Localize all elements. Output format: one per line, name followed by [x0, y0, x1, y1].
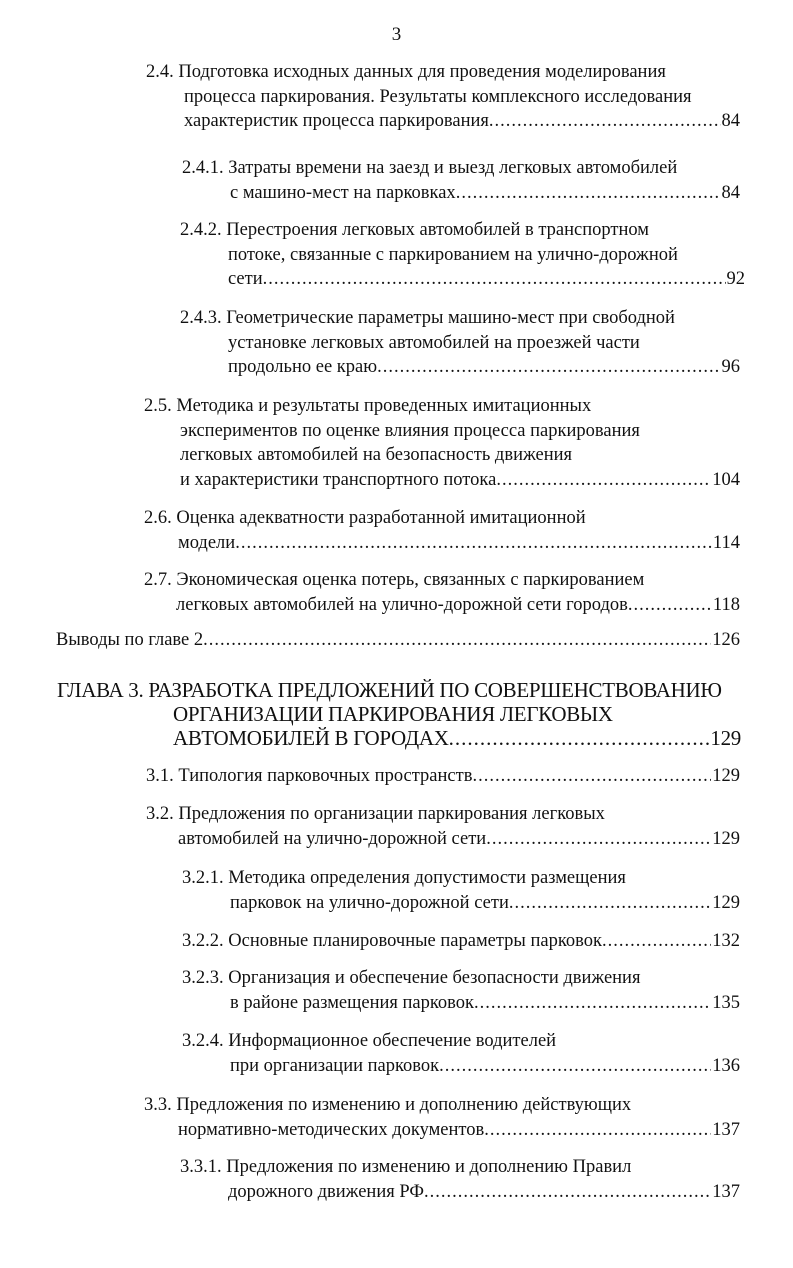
toc-entry-3-2[interactable]: [146, 802, 740, 851]
toc-entry-text: 3.3. Предложения по изменению и дополнению действующих: [144, 1095, 632, 1115]
toc-entry-line: [144, 468, 740, 493]
toc-entry-text: продольно ее краю: [228, 357, 378, 377]
toc-entry-2-6[interactable]: [144, 506, 740, 555]
toc-entry-line: [144, 443, 740, 468]
toc-entry-line: [146, 85, 740, 110]
toc-entry-line: [182, 156, 740, 181]
toc-entry-text: характеристик процесса паркирования: [184, 111, 489, 131]
toc-entry-text: 3.2.3. Организация и обеспечение безопасности движения: [182, 968, 641, 988]
dot-leader: [263, 267, 726, 292]
toc-page-number: 129: [712, 828, 740, 849]
toc-page-number: 137: [712, 1119, 740, 1140]
toc-entry-2-5[interactable]: [144, 394, 740, 492]
toc-entry-3-2-4[interactable]: [182, 1029, 740, 1078]
toc-entry-line: [144, 531, 740, 556]
toc-page-number: 114: [712, 532, 740, 553]
toc-page-number: 129: [712, 766, 740, 786]
toc-entry-text: 2.5. Методика и результаты проведенных имитационных: [144, 396, 592, 416]
toc-entry-text: нормативно-методических документов: [178, 1119, 485, 1140]
toc-entry-text: потоке, связанные с паркированием на улично-дорожной: [228, 244, 678, 265]
dot-leader: [424, 1180, 711, 1205]
toc-entry-2-4-3[interactable]: [180, 306, 740, 380]
toc-page-number: 136: [712, 1055, 740, 1076]
toc-entry-3-2-2[interactable]: [182, 929, 740, 954]
toc-entry-line: [144, 419, 740, 444]
dot-leader: [456, 181, 721, 206]
toc-entry-text: 2.6. Оценка адекватности разработанной имитационной: [144, 508, 586, 528]
dot-leader: [472, 764, 711, 789]
toc-entry-text: автомобилей на улично-дорожной сети: [178, 828, 487, 849]
toc-entry-text: Выводы по главе 2: [56, 630, 204, 650]
toc-entry-line: [180, 1155, 740, 1180]
toc-entry-chapter-3[interactable]: [57, 678, 741, 750]
toc-entry-text: 3.2.2. Основные планировочные параметры парковок: [182, 931, 602, 951]
toc-entry-line: [144, 1093, 740, 1118]
toc-entry-text: при организации парковок: [230, 1055, 440, 1076]
toc-entry-text: в районе размещения парковок: [230, 992, 475, 1013]
toc-entry-text: 3.3.1. Предложения по изменению и дополнению Правил: [180, 1157, 632, 1177]
toc-entry-text: экспериментов по оценке влияния процесса паркирования: [180, 420, 640, 441]
dot-leader: [377, 355, 720, 380]
toc-entry-line: [144, 506, 740, 531]
toc-entry-line: [182, 929, 740, 954]
dot-leader: [489, 109, 721, 134]
toc-entry-3-3[interactable]: [144, 1093, 740, 1142]
toc-entry-line: [180, 306, 740, 331]
toc-entry-line: [146, 764, 740, 789]
toc-entry-line: [56, 628, 740, 653]
toc-entry-line: [180, 355, 740, 380]
toc-page-number: 118: [712, 594, 740, 615]
toc-entry-line: [182, 991, 740, 1016]
toc-entry-text: 3.2. Предложения по организации паркирования легковых: [146, 804, 605, 824]
toc-entry-text: легковых автомобилей на улично-дорожной сети городов: [176, 594, 628, 615]
toc-entry-3-1[interactable]: [146, 764, 740, 789]
toc-entry-text: и характеристики транспортного потока: [180, 469, 497, 490]
toc-entry-line: [57, 702, 741, 726]
dot-leader: [235, 531, 712, 556]
dot-leader: [474, 991, 711, 1016]
toc-entry-text: ОРГАНИЗАЦИИ ПАРКИРОВАНИЯ ЛЕГКОВЫХ: [173, 702, 613, 726]
toc-entry-text: модели: [178, 532, 236, 553]
toc-entry-line: [182, 891, 740, 916]
toc-entry-text: ГЛАВА 3. РАЗРАБОТКА ПРЕДЛОЖЕНИЙ ПО СОВЕРШЕНСТВОВАНИЮ: [57, 678, 722, 702]
dot-leader: [509, 891, 711, 916]
dot-leader: [486, 827, 711, 852]
toc-page-number: 129: [710, 726, 741, 750]
toc-entry-line: [180, 243, 745, 268]
toc-entry-line: [146, 60, 740, 85]
toc-entry-text: легковых автомобилей на безопасность движения: [180, 445, 573, 465]
toc-page-number: 92: [726, 269, 745, 289]
dot-leader: [439, 1054, 711, 1079]
toc-entry-2-7[interactable]: [144, 568, 740, 617]
page-number: 3: [391, 24, 402, 45]
toc-entry-3-3-1[interactable]: [180, 1155, 740, 1204]
dot-leader: [449, 726, 710, 750]
toc-entry-line: [182, 1029, 740, 1054]
toc-entry-2-4[interactable]: [146, 60, 740, 134]
toc-page-number: 96: [721, 357, 740, 377]
toc-entry-line: [182, 866, 740, 891]
toc-entry-text: процесса паркирования. Результаты комплексного исследования: [184, 86, 692, 107]
toc-entry-text: АВТОМОБИЛЕЙ В ГОРОДАХ: [173, 726, 449, 750]
toc-entry-line: [180, 218, 745, 243]
dot-leader: [602, 929, 711, 954]
toc-entry-line: [146, 827, 740, 852]
dot-leader: [496, 468, 711, 493]
toc-entry-3-2-3[interactable]: [182, 966, 740, 1015]
toc-entry-line: [180, 267, 745, 292]
toc-entry-line: [144, 593, 740, 618]
toc-page-number: 132: [712, 931, 740, 951]
toc-entry-text: 2.4.3. Геометрические параметры машино-мест при свободной: [180, 308, 675, 328]
dot-leader: [628, 593, 712, 618]
toc-page-number: 84: [721, 111, 740, 131]
toc-entry-text: 3.2.1. Методика определения допустимости размещения: [182, 868, 626, 888]
toc-entry-text: 2.4. Подготовка исходных данных для проведения моделирования: [146, 62, 666, 82]
toc-entry-line: [57, 726, 741, 750]
toc-entry-text: 2.7. Экономическая оценка потерь, связанных с паркированием: [144, 570, 645, 590]
toc-page-number: 104: [712, 469, 740, 490]
toc-entry-line: [180, 331, 740, 356]
toc-page-number: 129: [712, 892, 740, 913]
dot-leader: [203, 628, 711, 653]
toc-entry-line: [146, 802, 740, 827]
toc-page-number: 84: [721, 182, 740, 203]
toc-entry-2-4-2[interactable]: [180, 218, 745, 292]
toc-entry-3-2-1[interactable]: [182, 866, 740, 915]
toc-entry-line: [144, 1118, 740, 1143]
toc-entry-line: [57, 678, 741, 702]
toc-entry-text: парковок на улично-дорожной сети: [230, 892, 509, 913]
toc-entry-line: [182, 181, 740, 206]
toc-page-number: 137: [712, 1181, 740, 1202]
toc-entry-text: с машино-мест на парковках: [230, 182, 456, 203]
dot-leader: [484, 1118, 711, 1143]
toc-entry-line: [180, 1180, 740, 1205]
toc-entry-text: 2.4.1. Затраты времени на заезд и выезд легковых автомобилей: [182, 158, 678, 178]
toc-entry-text: 2.4.2. Перестроения легковых автомобилей в транспортном: [180, 220, 649, 240]
toc-entry-text: 3.1. Типология парковочных пространств: [146, 766, 473, 786]
toc-entry-line: [146, 109, 740, 134]
toc-entry-line: [144, 394, 740, 419]
toc-page-number: 135: [712, 992, 740, 1013]
toc-entry-text: сети: [228, 269, 263, 289]
toc-entry-line: [182, 966, 740, 991]
toc-entry-text: 3.2.4. Информационное обеспечение водителей: [182, 1031, 557, 1051]
toc-entry-line: [144, 568, 740, 593]
toc-page-number: 126: [712, 630, 740, 650]
toc-entry-conclusions-2[interactable]: [56, 628, 740, 653]
toc-entry-2-4-1[interactable]: [182, 156, 740, 205]
toc-entry-line: [182, 1054, 740, 1079]
toc-entry-text: установке легковых автомобилей на проезжей части: [228, 332, 640, 353]
toc-entry-text: дорожного движения РФ: [228, 1181, 424, 1202]
